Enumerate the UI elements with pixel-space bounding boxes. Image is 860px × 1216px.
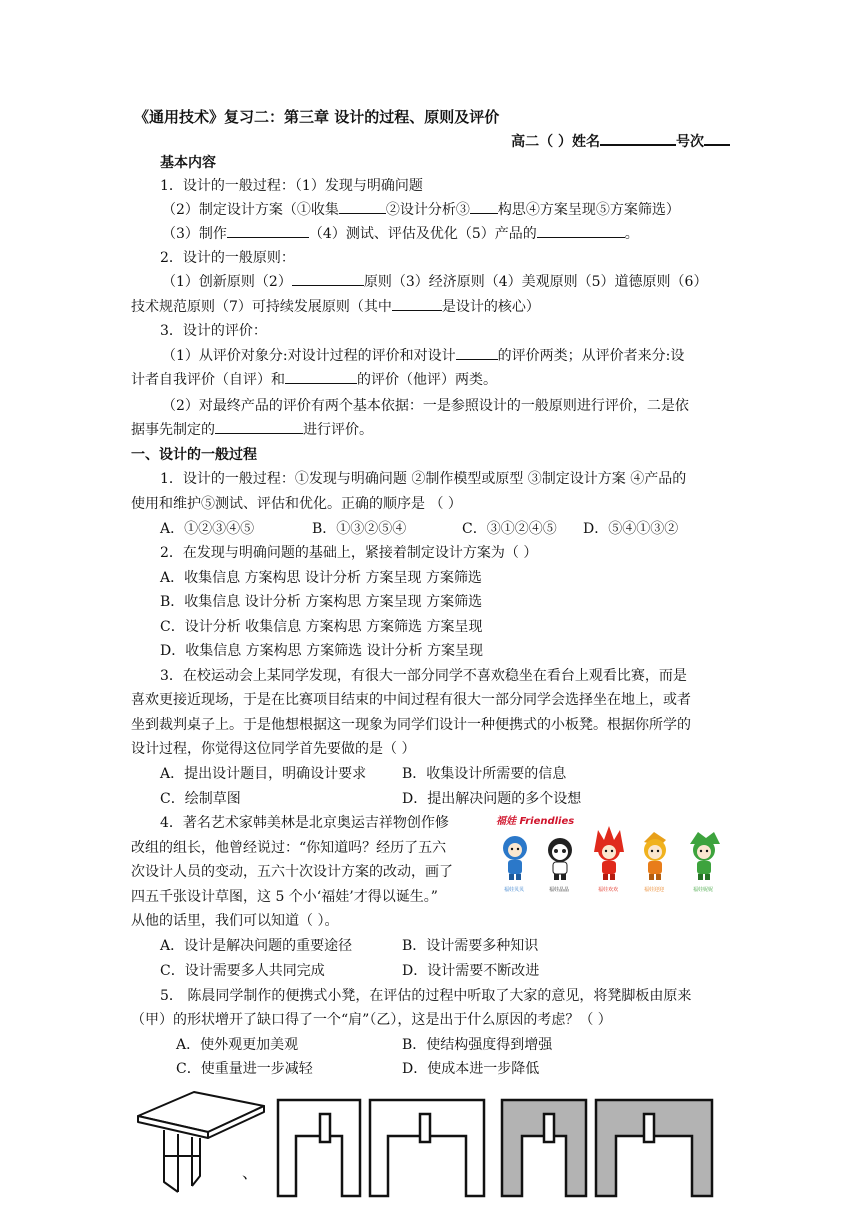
fill-blank bbox=[227, 223, 309, 238]
fuwa-logo-text: 福娃 Friendlies bbox=[496, 816, 575, 827]
q3-option-d: D．提出解决问题的多个设想 bbox=[402, 791, 582, 807]
q4-option-b: B．设计需要多种知识 bbox=[402, 938, 539, 954]
class-name-label: 高二（ ）姓名 bbox=[511, 134, 600, 150]
basic-line-8 bbox=[162, 345, 684, 365]
page-title: 《通用技术》复习二：第三章 设计的过程、原则及评价 bbox=[134, 108, 500, 126]
q1-option-a: A．①②③④⑤ bbox=[160, 521, 255, 537]
fuwa-nini bbox=[690, 832, 720, 893]
q4-option-d: D．设计需要不断改进 bbox=[402, 963, 540, 979]
fuwa-name: 福娃晶晶 bbox=[549, 887, 570, 893]
text: （2）制定设计方案（①收集 bbox=[162, 202, 339, 218]
q5-line-a: 5． 陈晨同学制作的便携式小凳，在评估的过程中听取了大家的意见，将凳脚板由原来 bbox=[160, 988, 692, 1004]
text: 。 bbox=[624, 226, 639, 242]
basic-line-1: 1．设计的一般过程：（1）发现与明确问题 bbox=[160, 178, 423, 194]
q3-line-c: 坐到裁判桌子上。于是他想根据这一现象为同学们设计一种便携式的小板凳。根据你所学的 bbox=[131, 717, 691, 733]
fill-blank bbox=[537, 223, 625, 238]
stool-diagram bbox=[134, 1086, 724, 1210]
q4-line-d: 四五千张设计草图，这 5 个小‘福娃’才得以诞生。” bbox=[131, 889, 438, 905]
text: 技术规范原则（7）可持续发展原则（其中 bbox=[131, 299, 392, 315]
number-label: 号次 bbox=[676, 134, 704, 150]
q2-option-c: C．设计分析 收集信息 方案构思 方案筛选 方案呈现 bbox=[160, 619, 483, 635]
text: （1）创新原则（2） bbox=[162, 274, 292, 290]
text: 原则（3）经济原则（4）美观原则（5）道德原则（6） bbox=[363, 274, 708, 290]
fuwa-beibei bbox=[503, 836, 527, 893]
q4-option-c: C．设计需要多人共同完成 bbox=[160, 963, 325, 979]
q1-line-b: 使用和维护⑤测试、评估和优化。正确的顺序是 （ ） bbox=[131, 496, 462, 512]
q5-option-b: B．使结构强度得到增强 bbox=[402, 1037, 553, 1053]
basic-line-2 bbox=[162, 199, 680, 219]
q3-line-d: 设计过程，你觉得这位同学首先要做的是（ ） bbox=[131, 741, 416, 757]
q4-line-c: 次设计人员的变动，五六十次设计方案的改动，画了 bbox=[131, 864, 453, 880]
q2-option-d: D．收集信息 方案构思 方案筛选 设计分析 方案呈现 bbox=[160, 643, 484, 659]
fuwa-mascots-image bbox=[494, 812, 734, 896]
q1-line-a: 1．设计的一般过程：①发现与明确问题 ②制作模型或原型 ③制定设计方案 ④产品的 bbox=[160, 471, 687, 487]
text: 的评价（他评）两类。 bbox=[357, 372, 497, 388]
q5-option-d: D．使成本进一步降低 bbox=[402, 1061, 540, 1077]
q1-option-d: D．⑤④①③② bbox=[583, 521, 679, 537]
basic-heading: 基本内容 bbox=[160, 155, 216, 171]
text: 计者自我评价（自评）和 bbox=[131, 372, 285, 388]
q4-line-a: 4．著名艺术家韩美林是北京奥运吉祥物创作修 bbox=[160, 815, 449, 831]
stool-leg-shape-original bbox=[278, 1100, 484, 1196]
q4-line-e: 从他的话里，我们可以知道（ ）。 bbox=[131, 913, 339, 929]
q3-option-b: B．收集设计所需要的信息 bbox=[402, 766, 567, 782]
fuwa-name: 福娃贝贝 bbox=[504, 887, 525, 893]
text: ②设计分析③ bbox=[385, 202, 470, 218]
stool-leg-shape-improved bbox=[502, 1100, 712, 1196]
fuwa-name: 福娃欢欢 bbox=[598, 887, 619, 893]
basic-line-3 bbox=[162, 223, 639, 243]
text: （4）测试、评估及优化（5）产品的 bbox=[308, 226, 537, 242]
basic-line-9 bbox=[131, 369, 497, 389]
basic-line-10: （2）对最终产品的评价有两个基本依据：一是参照设计的一般原则进行评价，二是依 bbox=[162, 398, 689, 414]
fill-blank bbox=[392, 296, 442, 311]
q5-option-a: A．使外观更加美观 bbox=[176, 1037, 299, 1053]
text: （3）制作 bbox=[162, 226, 227, 242]
fuwa-jingjing bbox=[548, 838, 572, 893]
number-blank bbox=[704, 130, 730, 146]
text: 构思④方案呈现⑤方案筛选） bbox=[497, 202, 680, 218]
basic-line-6 bbox=[131, 296, 540, 316]
q1-option-c: C．③①②④⑤ bbox=[462, 521, 557, 537]
q2-stem: 2．在发现与明确问题的基础上，紧接着制定设计方案为（ ） bbox=[160, 545, 538, 561]
q3-option-c: C．绘制草图 bbox=[160, 791, 241, 807]
q5-option-c: C．使重量进一步减轻 bbox=[176, 1061, 313, 1077]
basic-line-4: 2．设计的一般原则： bbox=[160, 250, 295, 266]
fill-blank bbox=[339, 199, 386, 214]
q1-option-b: B．①③②⑤④ bbox=[312, 521, 407, 537]
q2-option-b: B．收集信息 设计分析 方案构思 方案呈现 方案筛选 bbox=[160, 594, 483, 610]
fuwa-yingying bbox=[644, 832, 666, 893]
q4-line-b: 改组的组长，他曾经说过：“你知道吗？经历了五六 bbox=[131, 840, 447, 856]
fuwa-huanhuan bbox=[594, 826, 624, 893]
basic-line-11 bbox=[131, 419, 373, 439]
name-blank bbox=[600, 130, 676, 146]
stool-figures bbox=[134, 1086, 724, 1210]
q3-line-b: 喜欢更接近现场，于是在比赛项目结束的中间过程有很大一部分同学会选择坐在地上，或者 bbox=[131, 692, 691, 708]
fill-blank bbox=[285, 369, 357, 384]
text: 是设计的核心） bbox=[441, 299, 540, 315]
basic-line-5 bbox=[162, 271, 707, 291]
section-heading: 一、设计的一般过程 bbox=[131, 447, 257, 463]
q2-option-a: A．收集信息 方案构思 设计分析 方案呈现 方案筛选 bbox=[160, 570, 482, 586]
q5-line-b: （甲）的形状增开了缺口得了一个“肩”（乙），这是出于什么原因的考虑？（ ） bbox=[131, 1012, 612, 1028]
fuwa-illustration bbox=[494, 812, 734, 896]
text: 的评价两类；从评价者来分:设 bbox=[497, 348, 685, 364]
fill-blank bbox=[292, 271, 364, 286]
fill-blank bbox=[470, 199, 498, 214]
q3-line-a: 3．在校运动会上某同学发现，有很大一部分同学不喜欢稳坐在看台上观看比赛，而是 bbox=[160, 668, 687, 684]
fuwa-name: 福娃妮妮 bbox=[693, 887, 714, 893]
text: 进行评价。 bbox=[303, 422, 373, 438]
fill-blank bbox=[456, 345, 498, 360]
figure-separator: 、 bbox=[242, 1163, 259, 1182]
basic-line-7: 3．设计的评价： bbox=[160, 323, 267, 339]
text: （1）从评价对象分:对设计过程的评价和对设计 bbox=[162, 348, 456, 364]
q4-option-a: A．设计是解决问题的重要途径 bbox=[160, 938, 353, 954]
student-info-line bbox=[511, 130, 730, 151]
q3-option-a: A．提出设计题目，明确设计要求 bbox=[160, 766, 367, 782]
text: 据事先制定的 bbox=[131, 422, 215, 438]
fill-blank bbox=[215, 419, 303, 434]
fuwa-name: 福娃迎迎 bbox=[644, 887, 665, 893]
